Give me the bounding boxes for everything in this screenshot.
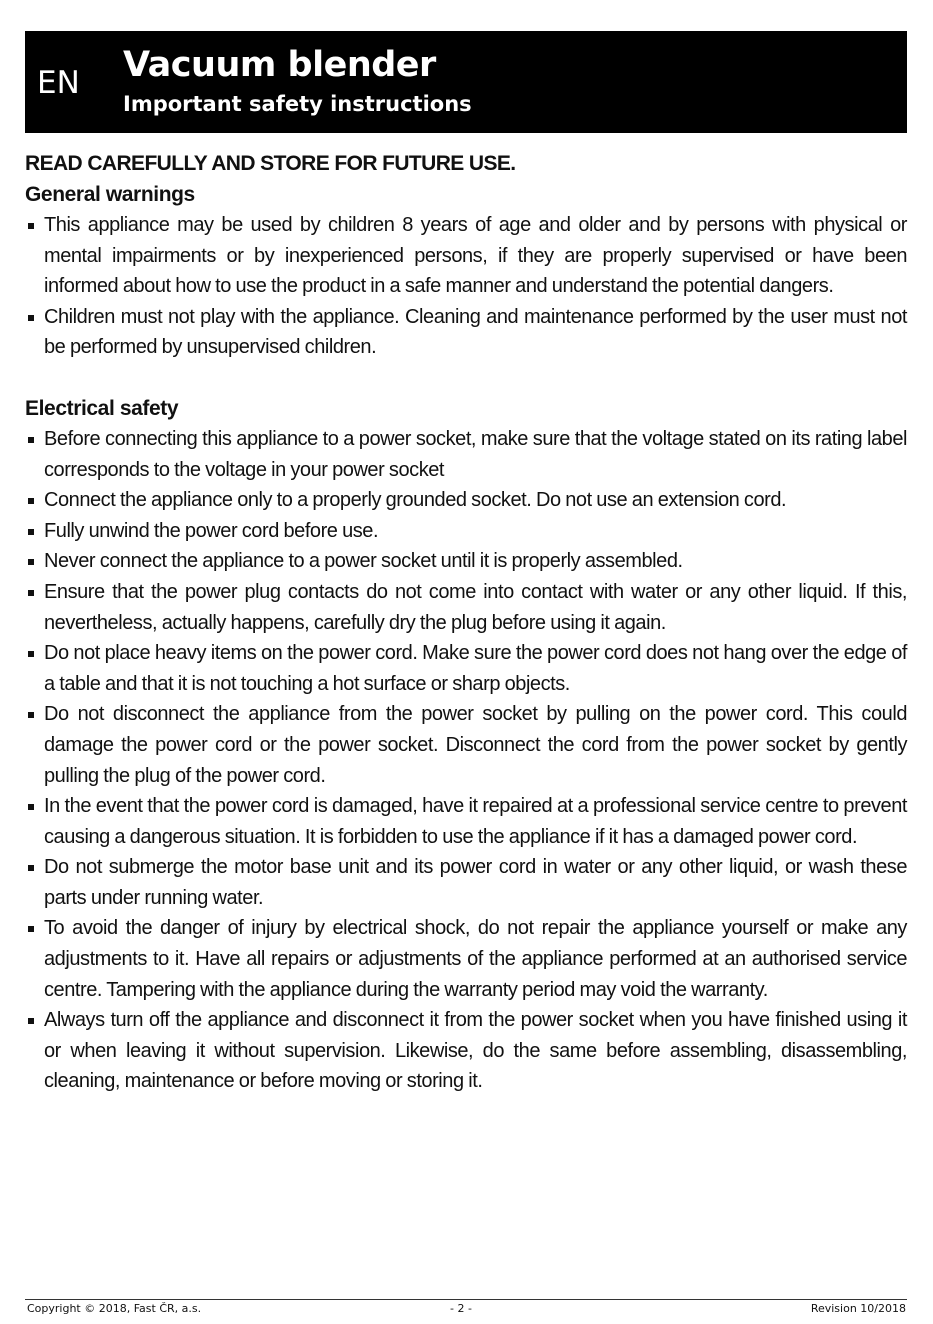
bullet-icon	[28, 529, 34, 535]
intro-notice: READ CAREFULLY AND STORE FOR FUTURE USE.	[25, 152, 516, 175]
list-item	[25, 699, 907, 791]
list-item-text: Do not disconnect the appliance from the power socket by pulling on the power cord. This could damage the power cord or the power socket. Disconnect the cord from the power socket by gently pulling the plug of the power cord.	[44, 703, 907, 787]
list-item	[25, 210, 907, 302]
bullet-icon	[28, 315, 34, 321]
list-item	[25, 791, 907, 852]
section-title-general-warnings: General warnings	[25, 183, 195, 206]
list-item	[25, 638, 907, 699]
bullet-icon	[28, 590, 34, 596]
bullet-icon	[28, 865, 34, 871]
footer-revision: Revision 10/2018	[810, 1302, 906, 1315]
list-item	[25, 546, 907, 577]
language-code: EN	[37, 65, 80, 101]
list-item-text: In the event that the power cord is damaged, have it repaired at a professional service centre to prevent causing a dangerous situation. It is forbidden to use the appliance if it has a damaged power cord.	[44, 795, 907, 848]
list-item-text: This appliance may be used by children 8 years of age and older and by persons with physical or mental impairments or by inexperienced persons, if they are properly supervised or have been informed about how to use the product in a safe manner and understand the potential dangers.	[44, 214, 907, 298]
list-item	[25, 424, 907, 485]
section-spacer	[25, 363, 907, 393]
footer-divider	[25, 1299, 907, 1300]
bullet-icon	[28, 651, 34, 657]
header-banner	[25, 31, 907, 133]
list-item-text: Children must not play with the appliance. Cleaning and maintenance performed by the user must not be performed by unsupervised children.	[44, 305, 907, 359]
list-item-text: Do not place heavy items on the power cord. Make sure the power cord does not hang over the edge of a table and that it is not touching a hot surface or sharp objects.	[44, 642, 907, 695]
list-item-text: Always turn off the appliance and disconnect it from the power socket when you have finished using it or when leaving it without supervision. Likewise, do the same before assembling, disassembling, cleaning, maintenance or before moving or storing it.	[44, 1009, 907, 1093]
footer-page-number: - 2 -	[450, 1302, 472, 1315]
bullet-icon	[28, 804, 34, 810]
list-item-text: Before connecting this appliance to a power socket, make sure that the voltage stated on its rating label corresponds to the voltage in your power socket	[44, 427, 907, 481]
list-item	[25, 913, 907, 1005]
document-title: Vacuum blender	[123, 45, 436, 85]
electrical-safety-list	[25, 424, 907, 1097]
list-item-text: Ensure that the power plug contacts do not come into contact with water or any other liquid. If this, nevertheless, actually happens, carefully dry the plug before using it again.	[44, 580, 907, 634]
document-subtitle: Important safety instructions	[123, 92, 472, 116]
bullet-icon	[28, 498, 34, 504]
list-item-text: Do not submerge the motor base unit and its power cord in water or any other liquid, or wash these parts under running water.	[44, 856, 907, 909]
bullet-icon	[28, 1018, 34, 1024]
list-item-text: Never connect the appliance to a power socket until it is properly assembled.	[44, 550, 683, 573]
list-item	[25, 1005, 907, 1097]
list-item	[25, 577, 907, 638]
bullet-icon	[28, 559, 34, 565]
bullet-icon	[28, 926, 34, 932]
bullet-icon	[28, 712, 34, 718]
main-content	[25, 148, 907, 1097]
bullet-icon	[28, 437, 34, 443]
section-title-electrical-safety: Electrical safety	[25, 396, 179, 420]
list-item	[25, 302, 907, 363]
list-item	[25, 485, 907, 516]
list-item	[25, 852, 907, 913]
general-warnings-list	[25, 210, 907, 363]
list-item-text: Connect the appliance only to a properly grounded socket. Do not use an extension cord.	[44, 489, 787, 512]
list-item	[25, 516, 907, 547]
list-item-text: To avoid the danger of injury by electrical shock, do not repair the appliance yourself or make any adjustments to it. Have all repairs or adjustments of the appliance performed at an authorised service centre. Tampering with the appliance during the warranty period may void the warranty.	[44, 917, 907, 1001]
footer-copyright: Copyright © 2018, Fast ČR, a.s.	[27, 1302, 202, 1315]
bullet-icon	[28, 223, 34, 229]
list-item-text: Fully unwind the power cord before use.	[44, 519, 379, 542]
